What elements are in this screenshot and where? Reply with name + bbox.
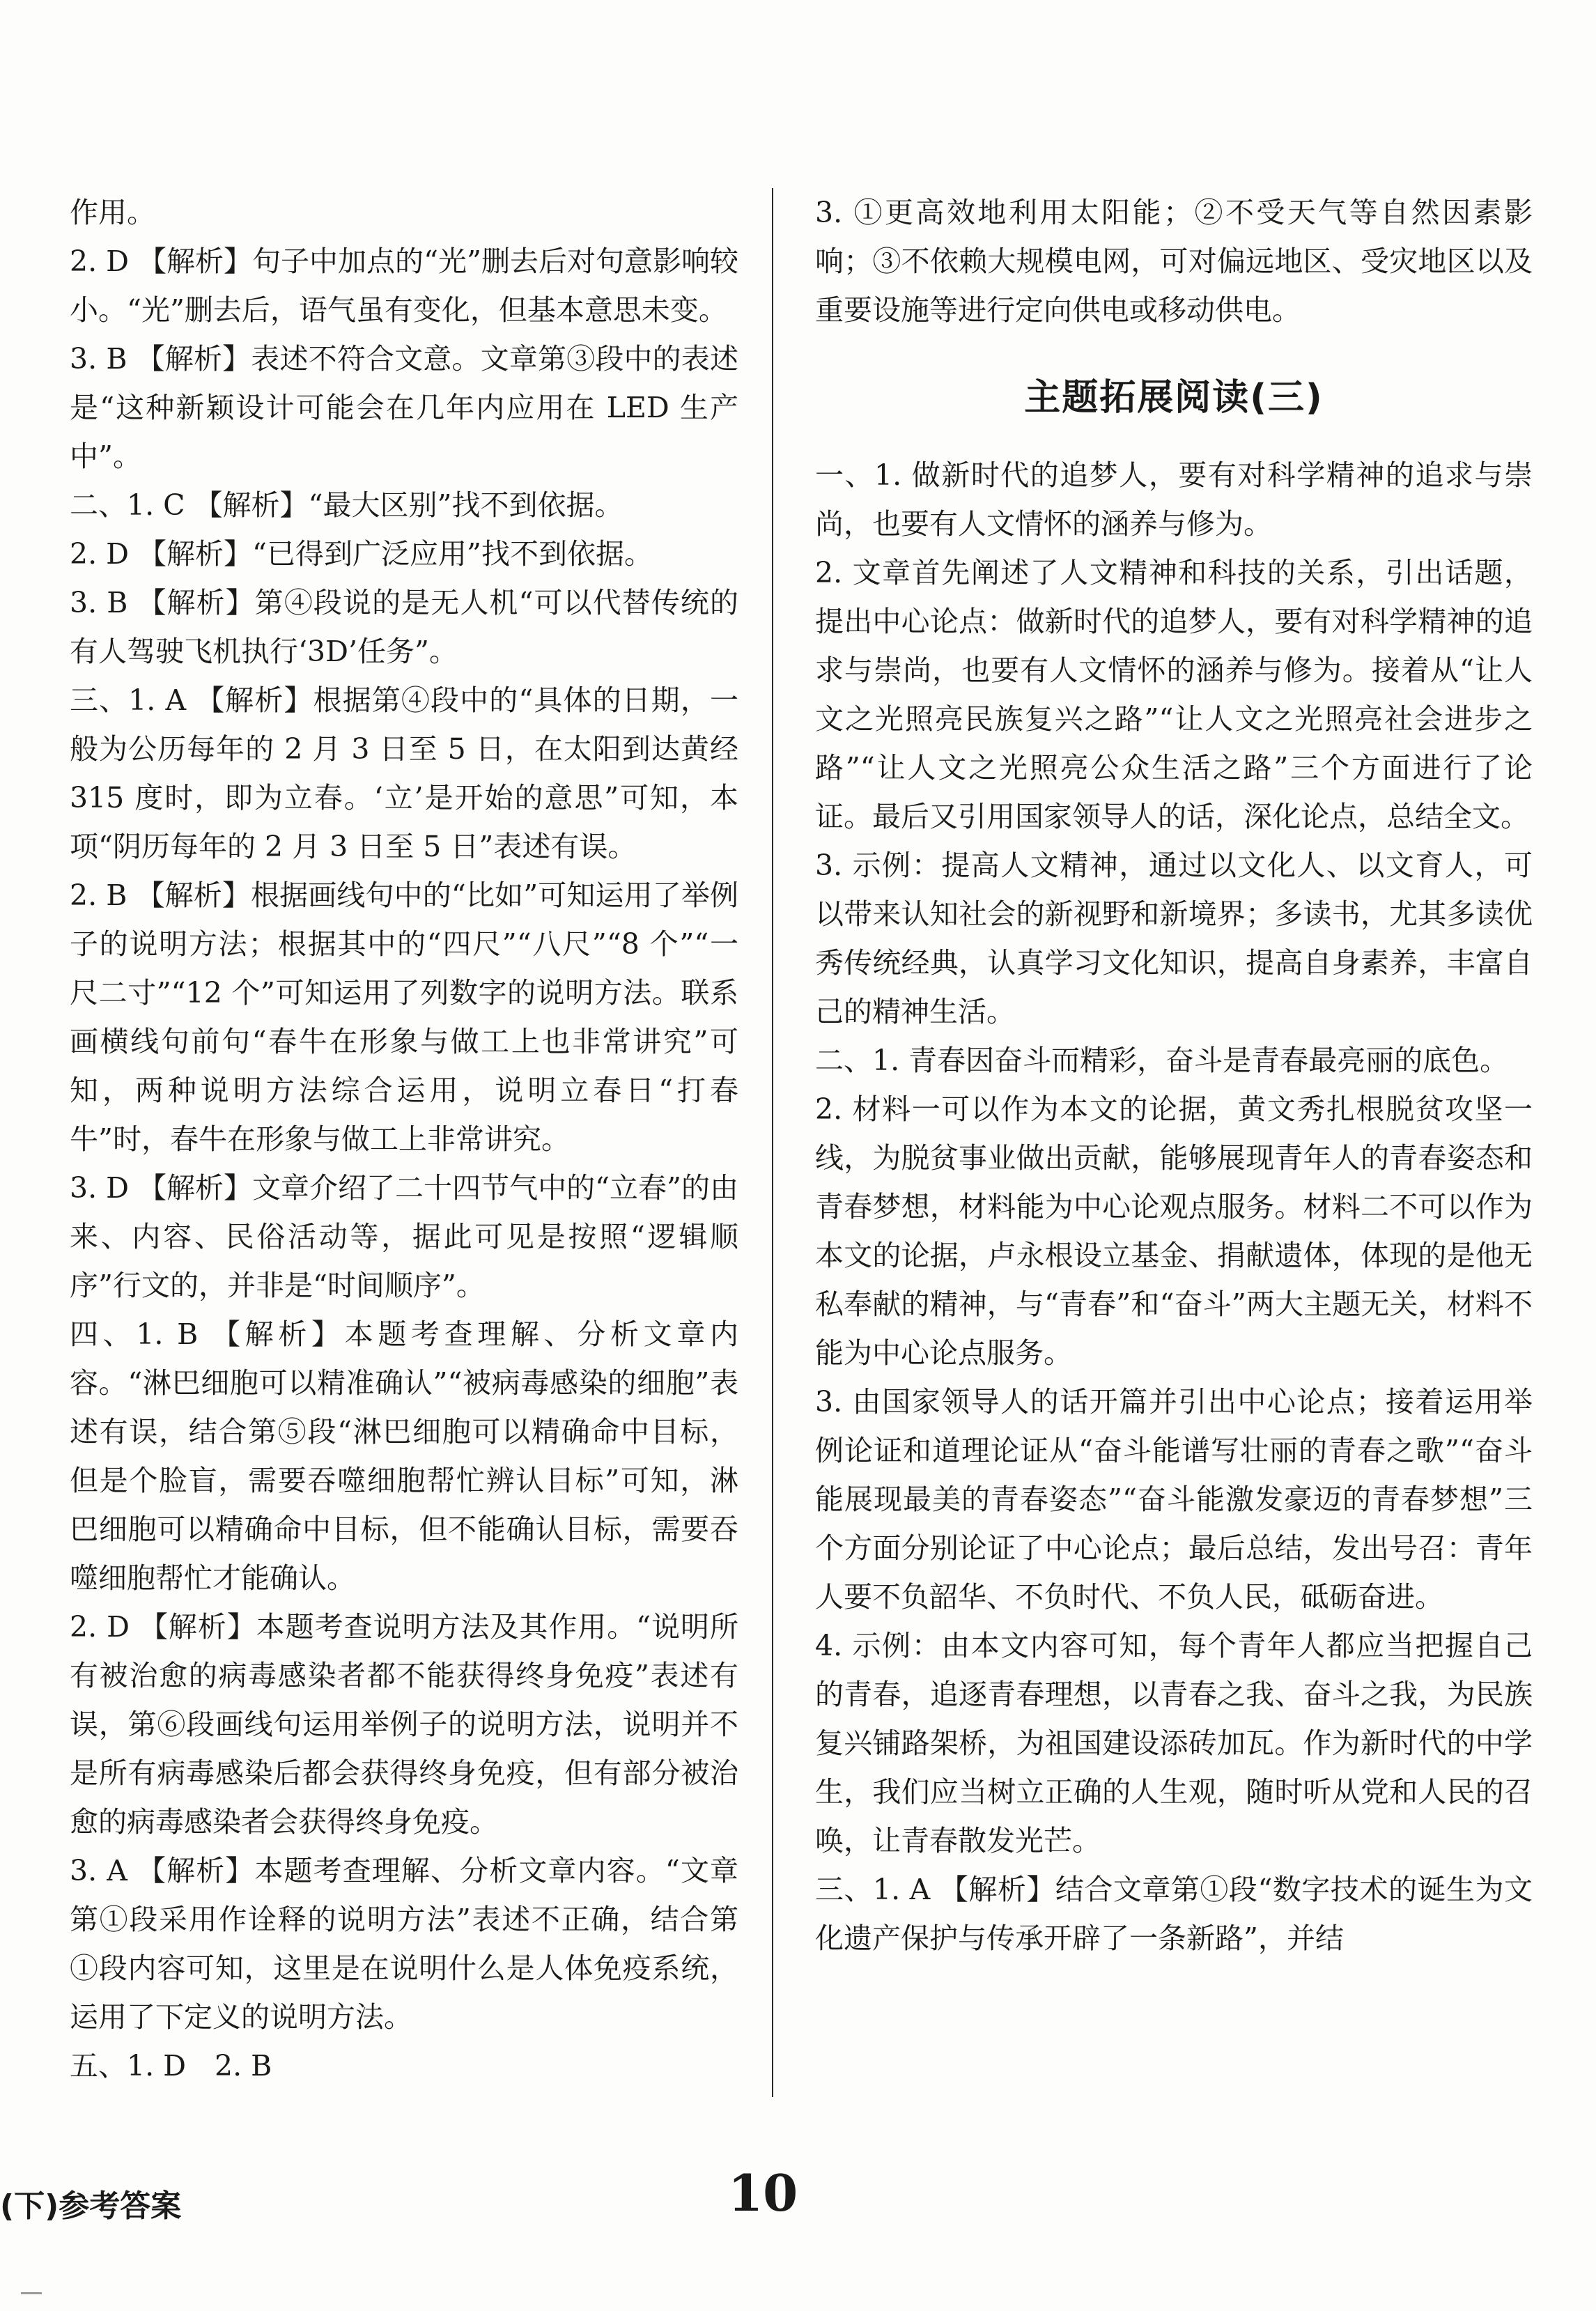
left-paragraph: 3. B 【解析】表述不符合文意。文章第③段中的表述是“这种新颖设计可能会在几年内应用在 LED 生产中”。 (70, 342, 738, 473)
right-paragraph: 3. ①更高效地利用太阳能；②不受天气等自然因素影响；③不依赖大规模电网，可对偏远地区、受灾地区以及重要设施等进行定向供电或移动供电。 (815, 196, 1533, 327)
left-paragraph: 二、1. C 【解析】“最大区别”找不到依据。 (70, 488, 623, 522)
right-paragraph: 4. 示例：由本文内容可知，每个青年人都应当把握自己的青春，追逐青春理想，以青春之我、奋斗之我，为民族复兴铺路架桥，为祖国建设添砖加瓦。作为新时代的中学生，我们应当树立正确的人生观，随时听从党和人民的召唤，让青春散发光芒。 (815, 1629, 1533, 1857)
left-paragraph: 四、1. B 【解析】本题考查理解、分析文章内容。“淋巴细胞可以精准确认”“被病毒感染的细胞”表述有误，结合第⑤段“淋巴细胞可以精确命中目标，但是个脸盲，需要吞噬细胞帮忙辨认目标”可知，淋巴细胞可以精确命中目标，但不能确认目标，需要吞噬细胞帮忙才能确认。 (70, 1317, 738, 1595)
left-paragraph: 2. D 【解析】“已得到广泛应用”找不到依据。 (70, 537, 653, 571)
left-paragraph: 五、1. D 2. B (70, 2049, 272, 2082)
right-paragraph: 三、1. A 【解析】结合文章第①段“数字技术的诞生为文化遗产保护与传承开辟了一条新路”，并结 (815, 1873, 1533, 1955)
page-number: 10 (728, 2163, 798, 2223)
corner-mark (21, 2292, 42, 2294)
right-paragraph: 2. 文章首先阐述了人文精神和科技的关系，引出话题，提出中心论点：做新时代的追梦人，要有对科学精神的追求与崇尚，也要有人文情怀的涵养与修为。接着从“让人文之光照亮民族复兴之路”“让人文之光照亮社会进步之路”“让人文之光照亮公众生活之路”三个方面进行了论证。最后又引用国家领导人的话，深化论点，总结全文。 (815, 556, 1533, 833)
left-paragraph: 3. B 【解析】第④段说的是无人机“可以代替传统的有人驾驶飞机执行‘3D’任务”。 (70, 586, 738, 668)
left-paragraph: 2. D 【解析】本题考查说明方法及其作用。“说明所有被治愈的病毒感染者都不能获得终身免疫”表述有误，第⑥段画线句运用举例子的说明方法，说明并不是所有病毒感染后都会获得终身免疫，但有部分被治愈的病毒感染者会获得终身免疫。 (70, 1610, 738, 1839)
right-paragraph: 二、1. 青春因奋斗而精彩，奋斗是青春最亮丽的底色。 (815, 1044, 1509, 1077)
right-paragraph: 3. 示例：提高人文精神，通过以文化人、以文育人，可以带来认知社会的新视野和新境界；多读书，尤其多读优秀传统经典，认真学习文化知识，提高自身素养，丰富自己的精神生活。 (815, 849, 1533, 1028)
left-paragraph: 3. A 【解析】本题考查理解、分析文章内容。“文章第①段采用作诠释的说明方法”表述不正确，结合第①段内容可知，这里是在说明什么是人体免疫系统，运用了下定义的说明方法。 (70, 1854, 738, 2034)
section-title: 主题拓展阅读(三) (1024, 377, 1324, 419)
left-paragraph: 2. D 【解析】句子中加点的“光”删去后对句意影响较小。“光”删去后，语气虽有变化，但基本意思未变。 (70, 245, 738, 327)
left-column (70, 188, 738, 2090)
right-paragraph: 2. 材料一可以作为本文的论据，黄文秀扎根脱贫攻坚一线，为脱贫事业做出贡献，能够展现青年人的青春姿态和青春梦想，材料能为中心论观点服务。材料二不可以作为本文的论据，卢永根设立基金、捐献遗体，体现的是他无私奉献的精神，与“青春”和“奋斗”两大主题无关，材料不能为中心论点服务。 (815, 1092, 1533, 1370)
right-paragraph: 一、1. 做新时代的追梦人，要有对科学精神的追求与崇尚，也要有人文情怀的涵养与修为。 (815, 458, 1533, 541)
left-paragraph: 作用。 (70, 196, 155, 229)
left-paragraph: 3. D 【解析】文章介绍了二十四节气中的“立春”的由来、内容、民俗活动等，据此可见是按照“逻辑顺序”行文的，并非是“时间顺序”。 (70, 1171, 738, 1302)
right-paragraph: 3. 由国家领导人的话开篇并引出中心论点；接着运用举例论证和道理论证从“奋斗能谱写壮丽的青春之歌”“奋斗能展现最美的青春姿态”“奋斗能激发豪迈的青春梦想”三个方面分别论证了中心论点；最后总结，发出号召：青年人要不负韶华、不负时代、不负人民，砥砺奋进。 (815, 1385, 1533, 1614)
footer-label: (下)参考答案 (0, 2188, 182, 2224)
column-divider (772, 188, 773, 2097)
left-paragraph: 2. B 【解析】根据画线句中的“比如”可知运用了举例子的说明方法；根据其中的“四尺”“八尺”“8 个”“一尺二寸”“12 个”可知运用了列数字的说明方法。联系画横线句前句“春牛在形象与做工上也非常讲究”可知，两种说明方法综合运用，说明立春日“打春牛”时，春牛在形象与做工上非常讲究。 (70, 879, 738, 1156)
right-column (815, 188, 1533, 1963)
left-paragraph: 三、1. A 【解析】根据第④段中的“具体的日期，一般为公历每年的 2 月 3 日至 5 日，在太阳到达黄经 315 度时，即为立春。‘立’是开始的意思”可知，本项“阴历每年的 2 月 3 日至 5 日”表述有误。 (70, 683, 738, 863)
